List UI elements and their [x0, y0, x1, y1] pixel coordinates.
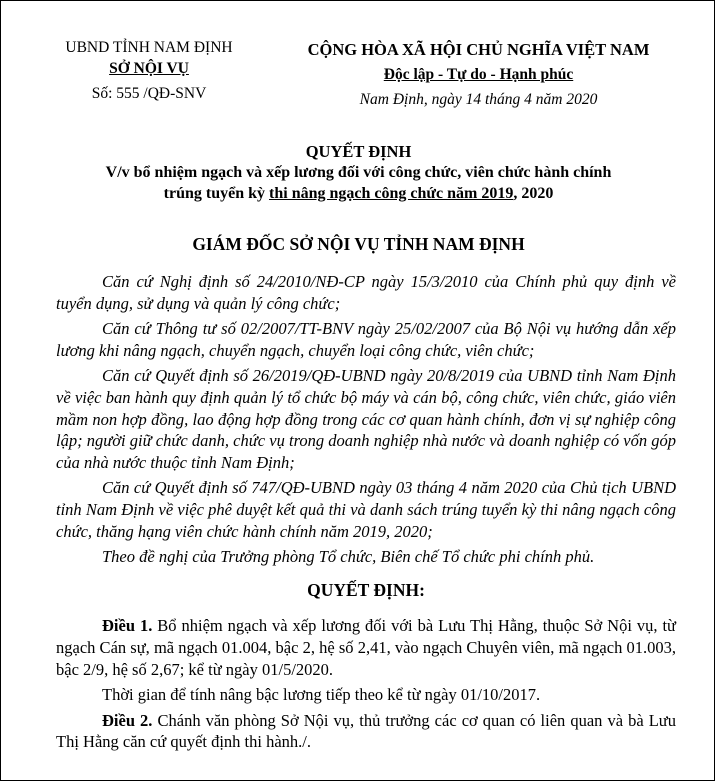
decision-heading: QUYẾT ĐỊNH:	[307, 579, 425, 600]
issuing-authority: GIÁM ĐỐC SỞ NỘI VỤ TỈNH NAM ĐỊNH	[192, 234, 525, 254]
issue-date: Nam Định, ngày 14 tháng 4 năm 2020	[359, 91, 598, 108]
document-title-block	[1, 141, 716, 204]
subject-line-2-end: , 2020	[513, 185, 554, 202]
article-1-note: Thời gian để tính nâng bậc lương tiếp theo kể từ ngày 01/10/2017.	[102, 685, 541, 705]
article-1-label: Điều 1.	[102, 616, 153, 636]
department-name: SỞ NỘI VỤ	[109, 60, 189, 77]
article-2-text: Chánh văn phòng Sở Nội vụ, thủ trưởng các cơ quan có liên quan và bà Lưu Thị Hằng căn cứ quyết định thi hành./.	[56, 710, 676, 752]
document-body	[56, 271, 676, 757]
preamble-item: Căn cứ Nghị định số 24/2010/NĐ-CP ngày 15/3/2010 của Chính phủ quy định về tuyển dụng, sử dụng và quản lý công chức;	[56, 272, 676, 313]
nation-name: CỘNG HÒA XÃ HỘI CHỦ NGHĨA VIỆT NAM	[307, 40, 650, 59]
issuer-block	[39, 37, 259, 104]
article-2-label: Điều 2.	[102, 710, 153, 730]
document-subject-line-2	[1, 183, 716, 204]
article-1	[56, 615, 676, 680]
article-2	[56, 710, 676, 753]
national-motto: Độc lập - Tự do - Hạnh phúc	[383, 66, 574, 83]
subject-line-2-underlined: thi nâng ngạch công chức năm 2019	[269, 185, 514, 202]
preamble-item: Căn cứ Thông tư số 02/2007/TT-BNV ngày 25/02/2007 của Bộ Nội vụ hướng dẫn xếp lương khi nâng ngạch, chuyển ngạch, chuyển loại công chức, viên chức;	[56, 319, 676, 360]
preamble-item: Theo đề nghị của Trưởng phòng Tổ chức, Biên chế Tổ chức phi chính phủ.	[102, 547, 595, 567]
document-title: QUYẾT ĐỊNH	[305, 142, 412, 161]
document-subject-line-1: V/v bổ nhiệm ngạch và xếp lương đối với công chức, viên chức hành chính	[105, 164, 612, 181]
preamble-item: Căn cứ Quyết định số 26/2019/QĐ-UBND ngày 20/8/2019 của UBND tỉnh Nam Định về việc ban hành quy định quản lý tổ chức bộ máy và cán bộ, công chức, viên chức, giáo viên mầm non hợp đồng, lao động hợp đồng trong các cơ quan hành chính, đơn vị sự nghiệp công lập; người giữ chức danh, chức vụ trong doanh nghiệp nhà nước và doanh nghiệp có vốn góp của nhà nước thuộc tỉnh Nam Định;	[56, 366, 676, 472]
article-1-text: Bổ nhiệm ngạch và xếp lương đối với bà Lưu Thị Hằng, thuộc Sở Nội vụ, từ ngạch Cán sự, mã ngạch 01.004, bậc 2, hệ số 2,41, vào ngạch Chuyên viên, mã ngạch 01.003, bậc 2/9, hệ số 2,67; kể từ ngày 01/5/2020.	[56, 616, 676, 679]
subject-line-2-start: trúng tuyển kỳ	[163, 185, 270, 202]
national-header	[251, 37, 706, 112]
agency-name: UBND TỈNH NAM ĐỊNH	[65, 39, 233, 56]
document-number: Số: 555 /QĐ-SNV	[91, 85, 207, 102]
preamble-item: Căn cứ Quyết định số 747/QĐ-UBND ngày 03 tháng 4 năm 2020 của Chủ tịch UBND tỉnh Nam Định về việc phê duyệt kết quả thi và danh sách trúng tuyển kỳ thi nâng ngạch công chức, thăng hạng viên chức hành chính năm 2019, 2020;	[56, 478, 676, 541]
